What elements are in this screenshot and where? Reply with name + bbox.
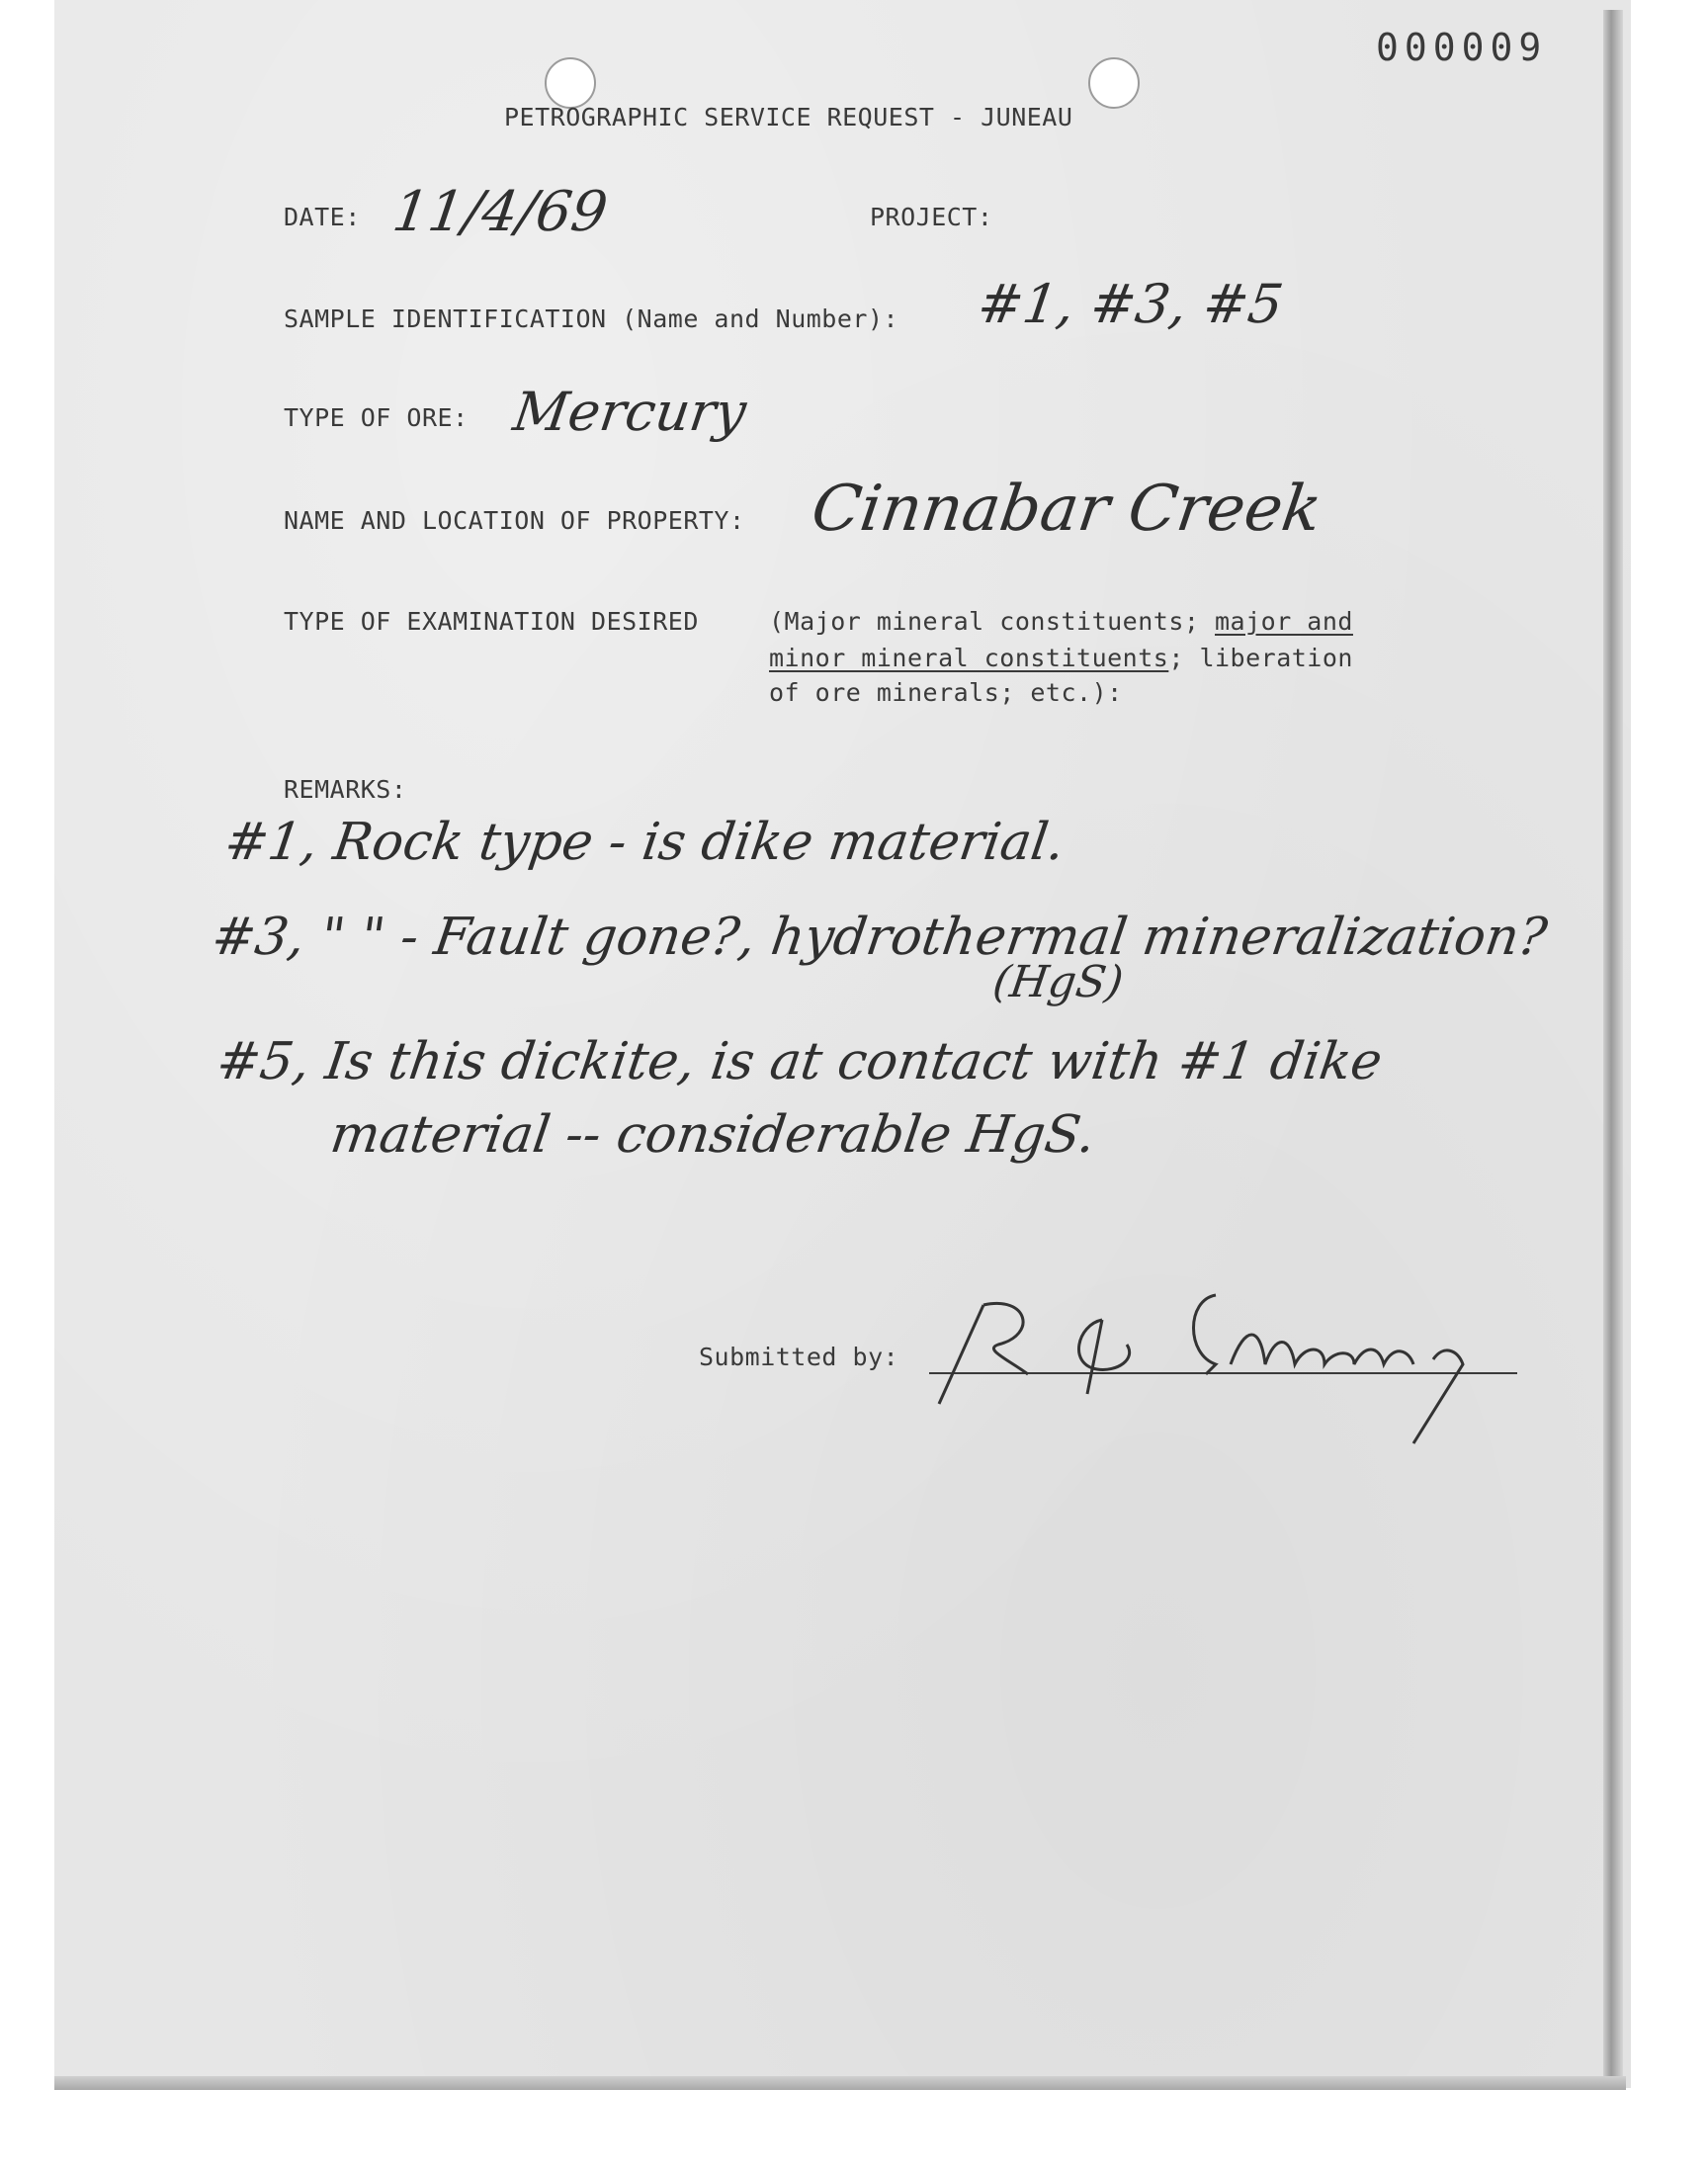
paper-edge-bottom bbox=[54, 2076, 1626, 2090]
remark-line-3: #3, " " - Fault gone?, hydrothermal mineralization? bbox=[208, 908, 1551, 967]
date-value: 11/4/69 bbox=[388, 180, 612, 244]
property-label: NAME AND LOCATION OF PROPERTY: bbox=[284, 506, 745, 535]
sample-identification-value: #1, #3, #5 bbox=[974, 273, 1287, 335]
remark-line-1: #1, Rock type - is dike material. bbox=[220, 813, 1068, 872]
exam-option-major: (Major mineral constituents; bbox=[769, 607, 1200, 636]
submitted-by-label: Submitted by: bbox=[699, 1343, 899, 1371]
exam-option-liberation: ; liberation bbox=[1168, 644, 1353, 672]
examination-options-line2 bbox=[769, 644, 1353, 672]
paper-edge-right bbox=[1603, 10, 1623, 2086]
document-number: 000009 bbox=[1376, 26, 1548, 69]
signature-scribble bbox=[890, 1265, 1522, 1463]
ore-type-value: Mercury bbox=[509, 381, 750, 443]
remark-line-3-hgs: (HgS) bbox=[989, 957, 1127, 1007]
ore-type-label: TYPE OF ORE: bbox=[284, 403, 469, 432]
remark-line-5: #5, Is this dickite, is at contact with #1 dike bbox=[213, 1032, 1386, 1091]
punch-hole-left bbox=[545, 57, 596, 109]
sample-identification-label: SAMPLE IDENTIFICATION (Name and Number): bbox=[284, 304, 899, 333]
project-label: PROJECT: bbox=[870, 203, 993, 231]
property-value: Cinnabar Creek bbox=[807, 473, 1326, 546]
form-title: PETROGRAPHIC SERVICE REQUEST - JUNEAU bbox=[504, 103, 1073, 131]
examination-options-line3: of ore minerals; etc.): bbox=[769, 678, 1123, 707]
remarks-label: REMARKS: bbox=[284, 775, 407, 804]
examination-options-line1 bbox=[769, 607, 1353, 636]
exam-option-major-minor-part1: major and bbox=[1215, 607, 1353, 636]
remark-line-5-continued: material -- considerable HgS. bbox=[326, 1105, 1099, 1165]
examination-label: TYPE OF EXAMINATION DESIRED bbox=[284, 607, 699, 636]
punch-hole-right bbox=[1088, 57, 1140, 109]
exam-option-major-minor-part2: minor mineral constituents bbox=[769, 644, 1169, 672]
date-label: DATE: bbox=[284, 203, 361, 231]
